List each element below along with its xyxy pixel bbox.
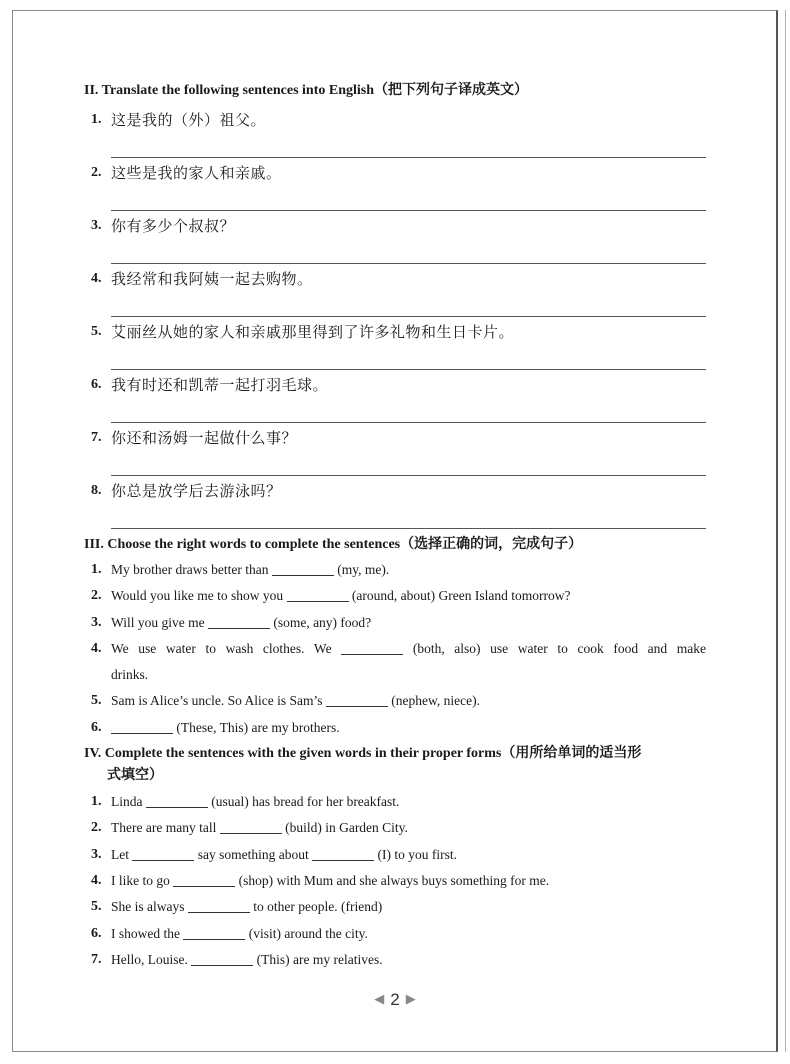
question-item: 2. There are many tall (build) in Garden City.	[91, 820, 408, 836]
section-3-title: III. Choose the right words to complete the sentences（选择正确的词，完成句子）	[84, 537, 583, 552]
answer-blank[interactable]	[341, 640, 403, 655]
translate-item: 6. 我有时还和凯蒂一起打羽毛球。	[84, 373, 706, 426]
section-2-list	[84, 108, 706, 532]
translate-item: 7. 你还和汤姆一起做什么事？	[84, 426, 706, 479]
question-item: 2. Would you like me to show you (around, about) Green Island tomorrow?	[91, 588, 571, 604]
answer-line[interactable]	[111, 316, 706, 317]
translate-item: 2. 这些是我的家人和亲戚。	[84, 161, 706, 214]
answer-line[interactable]	[111, 210, 706, 211]
answer-blank[interactable]	[188, 898, 250, 913]
translate-item: 5. 艾丽丝从她的家人和亲戚那里得到了许多礼物和生日卡片。	[84, 320, 706, 373]
question-item: 5. Sam is Alice’s uncle. So Alice is Sam’s (nephew, niece).	[91, 693, 480, 709]
question-item: 4. We use water to wash clothes. We (both, also) use water to cook food and make	[91, 640, 707, 656]
question-item: 6. (These, This) are my brothers.	[91, 719, 340, 735]
page-number	[0, 990, 790, 1010]
answer-line[interactable]	[111, 528, 706, 529]
question-item: 3. Let say something about (I) to you first.	[91, 846, 457, 862]
translate-item: 4. 我经常和我阿姨一起去购物。	[84, 267, 706, 320]
question-item: 3. Will you give me (some, any) food?	[91, 614, 372, 630]
answer-blank[interactable]	[146, 793, 208, 808]
next-page-icon[interactable]: ▶	[405, 991, 416, 1006]
question-item: 1. Linda (usual) has bread for her breakfast.	[91, 794, 400, 810]
question-item: 1. My brother draws better than (my, me).	[91, 562, 390, 577]
answer-blank[interactable]	[326, 692, 388, 707]
translate-item: 1. 这是我的（外）祖父。	[84, 108, 706, 161]
answer-line[interactable]	[111, 157, 706, 158]
translate-item: 3. 你有多少个叔叔？	[84, 214, 706, 267]
section-3-list	[84, 557, 706, 741]
answer-blank[interactable]	[287, 587, 349, 602]
answer-blank[interactable]	[132, 846, 194, 861]
page-number-value: 2	[390, 990, 400, 1009]
section-4-title: IV. Complete the sentences with the given words in their proper forms（用所给单词的适当形	[84, 746, 642, 762]
answer-blank[interactable]	[272, 561, 334, 576]
section-4-title-cont: 式填空）	[107, 768, 163, 784]
binding-edge	[785, 10, 786, 1052]
answer-blank[interactable]	[208, 614, 270, 629]
question-item-continuation: drinks.	[111, 667, 149, 683]
translate-item: 8. 你总是放学后去游泳吗？	[84, 479, 706, 532]
answer-line[interactable]	[111, 422, 706, 423]
answer-blank[interactable]	[111, 719, 173, 734]
answer-line[interactable]	[111, 369, 706, 370]
question-item: 7. Hello, Louise. (This) are my relatives.	[91, 951, 383, 967]
answer-blank[interactable]	[191, 951, 253, 966]
answer-blank[interactable]	[183, 925, 245, 940]
answer-blank[interactable]	[173, 872, 235, 887]
worksheet-content	[84, 80, 706, 973]
answer-blank[interactable]	[220, 819, 282, 834]
answer-blank[interactable]	[312, 846, 374, 861]
question-item: 6. I showed the (visit) around the city.	[91, 925, 368, 941]
answer-line[interactable]	[111, 475, 706, 476]
answer-line[interactable]	[111, 263, 706, 264]
section-2-title: II. Translate the following sentences into English（把下列句子译成英文）	[84, 83, 529, 98]
prev-page-icon[interactable]: ◀	[374, 991, 385, 1006]
question-item: 5. She is always to other people. (friend)	[91, 899, 383, 915]
section-4-list	[84, 789, 706, 973]
question-item: 4. I like to go (shop) with Mum and she always buys something for me.	[91, 872, 550, 888]
